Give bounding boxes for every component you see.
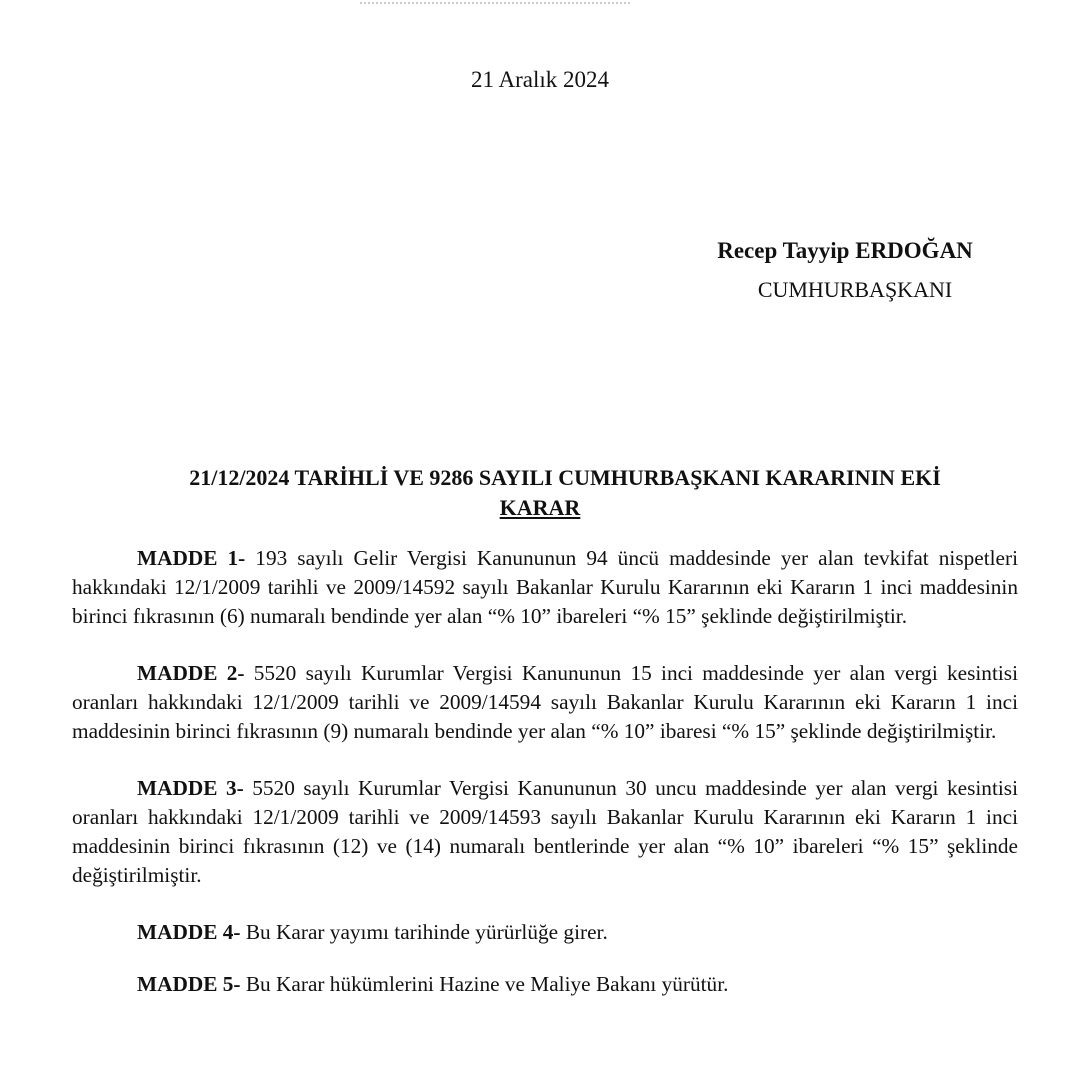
decision-title-line2: KARAR: [499, 495, 581, 520]
decision-title-line1: 21/12/2024 TARİHLİ VE 9286 SAYILI CUMHURBAŞKANI KARARININ EKİ: [189, 465, 941, 490]
article-text: 5520 sayılı Kurumlar Vergisi Kanununun 30 uncu maddesinde yer alan vergi kesintisi oranları hakkındaki 12/1/2009 tarihli ve 2009/14593 sayılı Bakanlar Kurulu Kararının eki Kararın 1 inci maddesinin birinci fıkrasının (12) ve (14) numaralı bentlerinde yer alan “% 10” ibareleri “% 15” şeklinde değiştirilmiştir.: [72, 776, 1018, 887]
article-2: [72, 659, 1018, 746]
article-text: 193 sayılı Gelir Vergisi Kanununun 94 üncü maddesinde yer alan tevkifat nispetleri hakkındaki 12/1/2009 tarihli ve 2009/14592 sayılı Bakanlar Kurulu Kararının eki Kararın 1 inci maddesinin birinci fıkrasının (6) numaralı bendinde yer alan “% 10” ibareleri “% 15” şeklinde değiştirilmiştir.: [72, 546, 1019, 628]
article-4: [72, 918, 1018, 947]
article-label: MADDE 5-: [137, 972, 241, 996]
article-text: Bu Karar hükümlerini Hazine ve Maliye Bakanı yürütür.: [240, 972, 729, 996]
article-text: 5520 sayılı Kurumlar Vergisi Kanununun 15 inci maddesinde yer alan vergi kesintisi oranları hakkındaki 12/1/2009 tarihli ve 2009/14594 sayılı Bakanlar Kurulu Kararının eki Kararın 1 inci maddesinin birinci fıkrasının (9) numaralı bendinde yer alan “% 10” ibaresi “% 15” şeklinde değiştirilmiştir.: [72, 661, 1018, 743]
cropped-header-remnant: [360, 0, 630, 4]
article-text: Bu Karar yayımı tarihinde yürürlüğe girer.: [240, 920, 608, 944]
articles-list: [72, 544, 1018, 1022]
article-label: MADDE 4-: [137, 920, 241, 944]
article-label: MADDE 3-: [137, 776, 244, 800]
decision-title: [0, 463, 1080, 523]
article-5: [72, 970, 1018, 999]
article-3: [72, 774, 1018, 890]
article-1: [72, 544, 1018, 631]
article-label: MADDE 2-: [137, 661, 245, 685]
signatory-block: [560, 238, 1080, 303]
signatory-name: Recep Tayyip ERDOĞAN: [717, 238, 973, 263]
document-date: 21 Aralık 2024: [471, 67, 609, 92]
article-label: MADDE 1-: [137, 546, 246, 570]
signatory-role: CUMHURBAŞKANI: [757, 277, 953, 302]
